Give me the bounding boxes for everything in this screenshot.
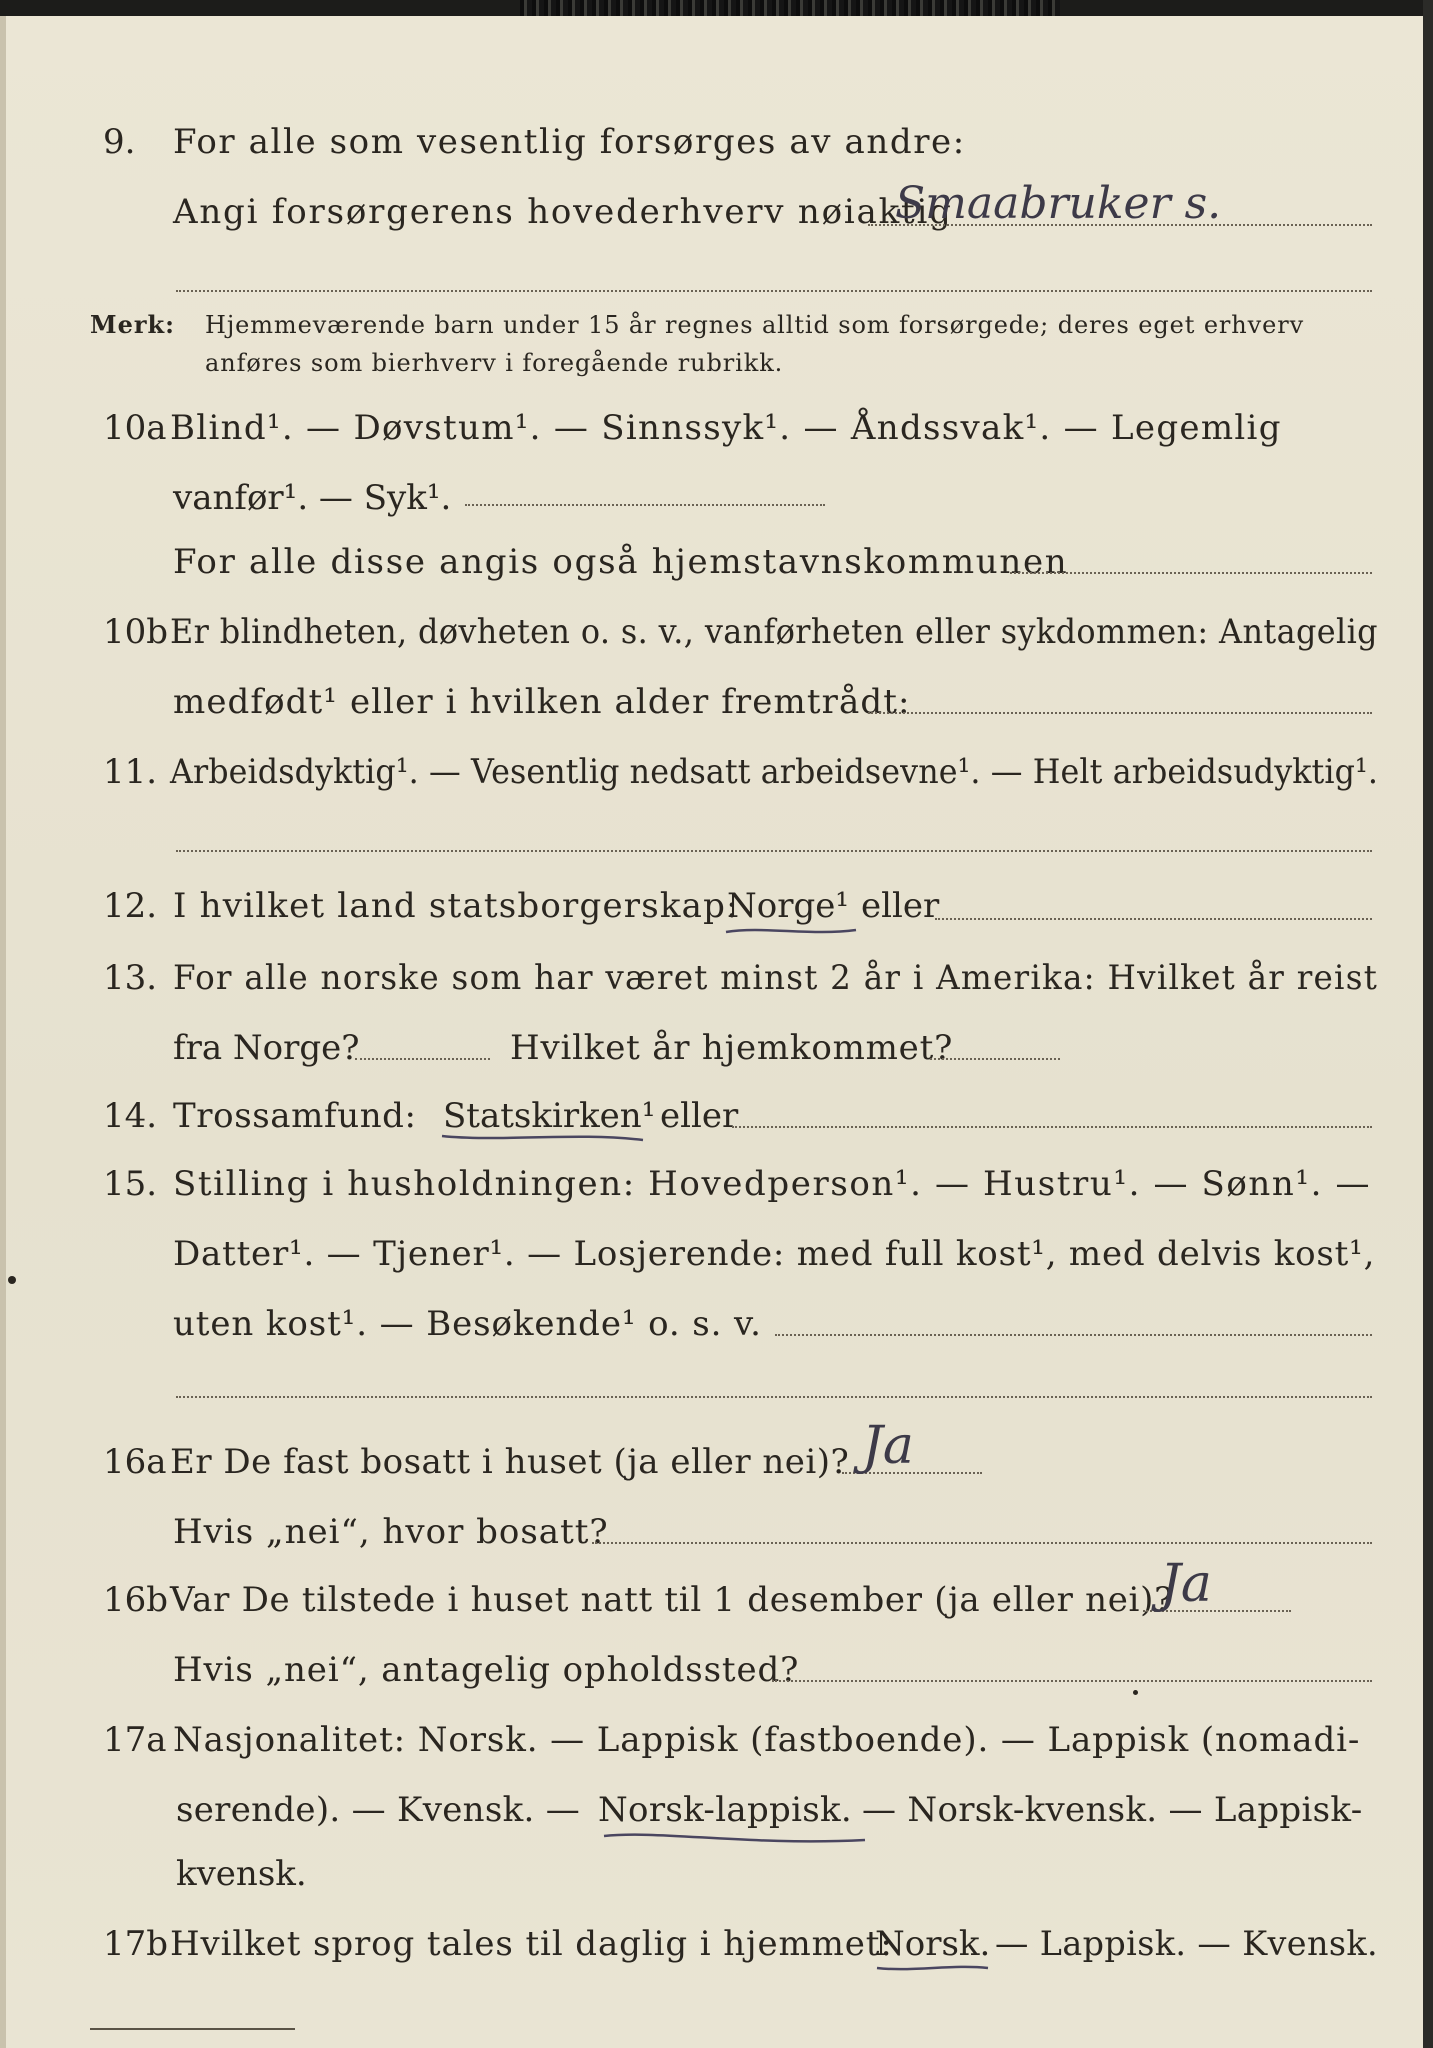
question-number: 10b [103,612,169,652]
scan-edge-top [0,0,1433,16]
question-text: Var De tilstede i huset natt til 1 desember (ja eller nei)? [170,1580,1174,1620]
answer-line [465,504,825,506]
question-text: kvensk. [176,1854,307,1894]
question-number: 15. [103,1164,158,1204]
question-text: Angi forsørgerens hovederhverv nøiaktig [173,192,953,232]
answer-line [775,1334,1372,1336]
option-norsk: Norsk. [875,1924,991,1964]
question-text: Arbeidsdyktig¹. — Vesentlig nedsatt arbeidsevne¹. — Helt arbeidsudyktig¹. [170,752,1379,792]
question-text: Er blindheten, døvheten o. s. v., vanførheten eller sykdommen: Antagelig [170,612,1378,652]
question-text: For alle som vesentlig forsørges av andre: [173,122,966,162]
selection-underline [873,1958,993,1980]
answer-line [930,1058,1060,1060]
question-text: fra Norge? [173,1028,360,1068]
answer-line [935,918,1372,920]
handwritten-answer: Smaabruker s. [895,178,1222,229]
answer-line [1010,572,1372,574]
note-text: anføres som bierhverv i foregående rubrikk. [205,349,784,377]
question-text: Nasjonalitet: Norsk. — Lappisk (fastboende). — Lappisk (nomadi- [173,1720,1361,1760]
question-text: Datter¹. — Tjener¹. — Losjerende: med full kost¹, med delvis kost¹, [173,1234,1376,1274]
handwritten-answer: Ja [862,1416,914,1476]
selection-underline [438,1128,648,1150]
answer-line [176,290,1372,292]
question-text: — Lappisk. — Kvensk. [995,1924,1379,1964]
answer-line [355,1058,490,1060]
question-text: vanfør¹. — Syk¹. [173,478,452,518]
question-number: 14. [103,1096,158,1136]
question-number: 16b [103,1580,169,1620]
answer-line [868,712,1372,714]
note-label: Merk: [90,310,175,339]
answer-line [176,1396,1372,1398]
question-text: Hvis „nei“, antagelig opholdssted? [173,1650,800,1690]
question-text: serende). — Kvensk. — [176,1790,581,1830]
question-text: Stilling i husholdningen: Hovedperson¹. — Hustru¹. — Sønn¹. — [173,1164,1372,1204]
question-text: Hvilket sprog tales til daglig i hjemmet: [170,1924,893,1964]
question-text: Er De fast bosatt i huset (ja eller nei)? [170,1442,850,1482]
question-number: 10a [103,408,167,448]
handwritten-answer: Ja [1160,1554,1212,1614]
question-number: 16a [103,1442,167,1482]
question-number: 9. [103,122,136,162]
question-text: For alle disse angis også hjemstavnskommunen [173,542,1069,582]
question-text: medfødt¹ eller i hvilken alder fremtrådt: [173,682,911,722]
question-text: — Norsk-kvensk. — Lappisk- [862,1790,1363,1830]
question-number: 12. [103,886,158,926]
scan-edge-right [1423,0,1433,2048]
question-text: eller [660,1096,739,1136]
question-text: Hvilket år hjemkommet? [510,1028,954,1068]
answer-line [732,1126,1372,1128]
scan-mark [8,1276,16,1284]
answer-line [592,1542,1372,1544]
note-text: Hjemmeværende barn under 15 år regnes alltid som forsørgede; deres eget erhverv [205,311,1305,339]
question-text: uten kost¹. — Besøkende¹ o. s. v. [173,1304,762,1344]
footnote-rule [90,2028,295,2030]
selection-underline [600,1826,870,1854]
question-text: I hvilket land statsborgerskap: [173,886,739,926]
selection-underline [722,920,862,942]
question-text: Hvis „nei“, hvor bosatt? [173,1512,609,1552]
option-norge: Norge¹ [727,886,849,926]
question-number: 11. [103,752,158,792]
question-text: Trossamfund: [173,1096,417,1136]
scan-mark [1133,1690,1138,1695]
answer-line [772,1680,1372,1682]
question-text: For alle norske som har været minst 2 år i Amerika: Hvilket år reist [173,958,1379,998]
question-number: 17b [103,1924,169,1964]
question-number: 17a [103,1720,167,1760]
question-text: eller [861,886,940,926]
option-norsk-lappisk: Norsk-lappisk. [598,1790,853,1830]
answer-line [176,850,1372,852]
scan-edge-pattern [520,0,1060,16]
question-text: Blind¹. — Døvstum¹. — Sinnssyk¹. — Åndssvak¹. — Legemlig [170,408,1282,448]
question-number: 13. [103,958,158,998]
option-statskirken: Statskirken¹ [443,1096,656,1136]
